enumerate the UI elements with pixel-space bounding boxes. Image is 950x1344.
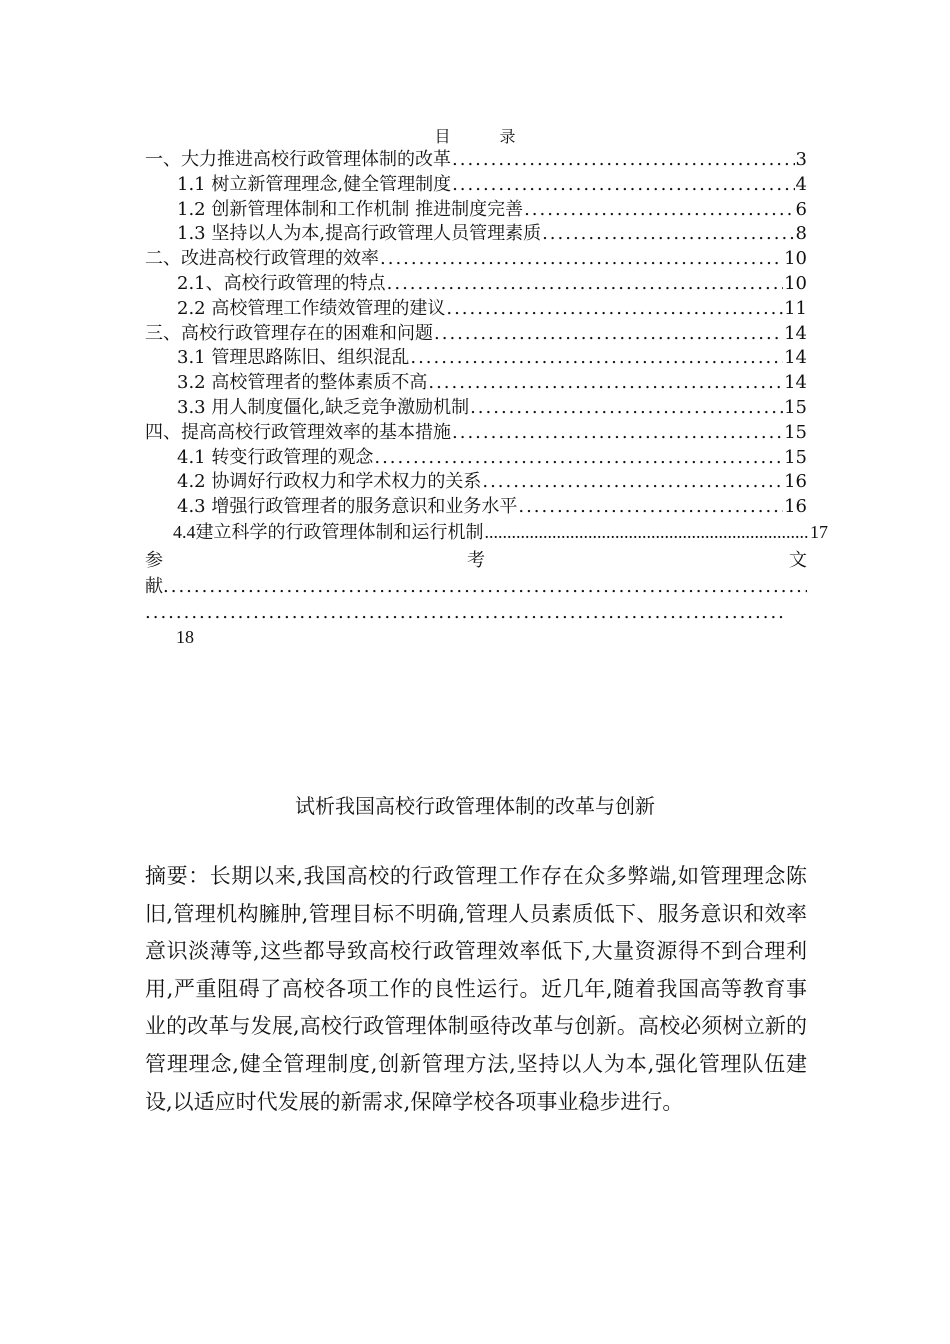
toc-entry-page: 14	[784, 347, 807, 369]
toc-references-char: 考	[467, 550, 485, 571]
toc-entry-page: 3	[795, 149, 807, 170]
toc-entry-text: 三、高校行政管理存在的困难和问题	[145, 322, 433, 344]
toc-entry[interactable]	[145, 396, 807, 421]
toc-entry[interactable]	[145, 371, 807, 396]
toc-entry[interactable]	[145, 173, 807, 198]
toc-leader-dots	[470, 396, 783, 421]
toc-leader-dots	[452, 148, 795, 173]
toc-references-char: 文	[789, 550, 807, 571]
toc-leader-dots	[387, 272, 783, 297]
toc-leader-dots	[452, 421, 783, 446]
toc-entry-page: 10	[784, 248, 807, 270]
toc-entry-page: 16	[784, 471, 807, 493]
toc-entry-text: 4.3 增强行政管理者的服务意识和业务水平	[177, 496, 518, 518]
toc-leader-dots	[524, 198, 794, 223]
toc-entry-page: 11	[784, 297, 807, 319]
toc-references-page: 18	[176, 627, 194, 647]
toc-entry-text: 4.2 协调好行政权力和学术权力的关系	[177, 471, 482, 493]
toc-entry-text: 四、提高高校行政管理效率的基本措施	[145, 421, 451, 443]
toc-leader-dots	[482, 470, 783, 495]
toc-entry[interactable]	[145, 148, 807, 173]
abstract	[145, 858, 807, 1121]
toc-entry-page: 16	[784, 496, 807, 518]
toc-entry-text: 3.3 用人制度僵化,缺乏竞争激励机制	[177, 396, 470, 418]
toc-entry-page: 4	[795, 173, 807, 195]
toc-entry-text: 4.1 转变行政管理的观念	[177, 446, 374, 468]
toc-leader-dots	[434, 322, 783, 347]
toc-entry-text: 4.4建立科学的行政管理体制和运行机制	[173, 521, 484, 542]
toc-references-char: 参	[145, 550, 163, 571]
toc-entry-page: 14	[784, 322, 807, 344]
toc-references-heading[interactable]	[145, 548, 807, 574]
toc-entry[interactable]	[145, 446, 807, 471]
toc-leader-dots	[163, 576, 807, 597]
toc-references-leader	[145, 574, 807, 600]
toc-entry-text: 1.2 创新管理体制和工作机制 推进制度完善	[177, 198, 524, 220]
abstract-text: 摘要：长期以来,我国高校的行政管理工作存在众多弊端,如管理理念陈旧,管理机构臃肿,管理目标不明确,管理人员素质低下、服务意识和效率意识淡薄等,这些都导致高校行政管理效率低下,大量资源得不到合理利用,严重阻碍了高校各项工作的良性运行。近几年,随着我国高等教育事业的改革与发展,高校行政管理体制亟待改革与创新。高校必须树立新的管理理念,健全管理制度,创新管理方法,坚持以人为本,强化管理队伍建设,以适应时代发展的新需求,保障学校各项事业稳步进行。	[145, 864, 807, 1114]
toc-entry[interactable]	[145, 322, 807, 347]
toc-entry-page: 15	[784, 421, 807, 443]
toc-entry[interactable]	[145, 222, 807, 247]
toc-entry-text: 一、大力推进高校行政管理体制的改革	[145, 149, 451, 170]
toc-leader-dots	[518, 495, 783, 520]
toc-entry-text: 1.1 树立新管理理念,健全管理制度	[177, 173, 452, 195]
toc-leader-dots	[446, 297, 783, 322]
toc-entry-text: 3.2 高校管理者的整体素质不高	[177, 372, 428, 394]
toc-entry-text: 二、改进高校行政管理的效率	[145, 248, 379, 270]
article-title: 试析我国高校行政管理体制的改革与创新	[295, 794, 655, 818]
toc-entry-page: 15	[784, 396, 807, 418]
toc-entry-page: 17	[810, 521, 828, 542]
toc-references-char: 献	[145, 576, 163, 597]
toc-entry[interactable]	[145, 346, 807, 371]
toc-leader-dots	[452, 173, 794, 198]
toc-entry[interactable]	[145, 272, 807, 297]
toc-entry-page: 10	[784, 272, 807, 294]
toc-entry[interactable]	[145, 421, 807, 446]
toc-entry-text: 2.2 高校管理工作绩效管理的建议	[177, 297, 446, 319]
toc-leader-dots	[374, 446, 783, 471]
toc-leader-dots	[428, 371, 783, 396]
toc-leader-dots	[145, 600, 785, 626]
toc-leader-dots	[380, 247, 783, 272]
toc-entry[interactable]	[145, 520, 828, 545]
toc-leader-dots	[542, 222, 794, 247]
toc-entry[interactable]	[145, 247, 807, 272]
toc-entry-page: 15	[784, 446, 807, 468]
toc-entry-text: 3.1 管理思路陈旧、组织混乱	[177, 347, 410, 369]
toc-entry-text: 1.3 坚持以人为本,提高行政管理人员管理素质	[177, 223, 542, 245]
toc-entry-text: 2.1、高校行政管理的特点	[177, 272, 386, 294]
toc-leader-dots	[485, 520, 810, 545]
toc-entry[interactable]	[145, 198, 807, 223]
toc-title: 目 录	[434, 127, 538, 146]
toc-entry[interactable]	[145, 495, 807, 520]
table-of-contents	[145, 148, 828, 545]
toc-entry[interactable]	[145, 297, 807, 322]
toc-entry-page: 8	[795, 223, 807, 245]
toc-entry-page: 14	[784, 372, 807, 394]
toc-leader-dots	[410, 346, 783, 371]
toc-entry-page: 6	[795, 198, 807, 220]
toc-entry[interactable]	[145, 470, 807, 495]
